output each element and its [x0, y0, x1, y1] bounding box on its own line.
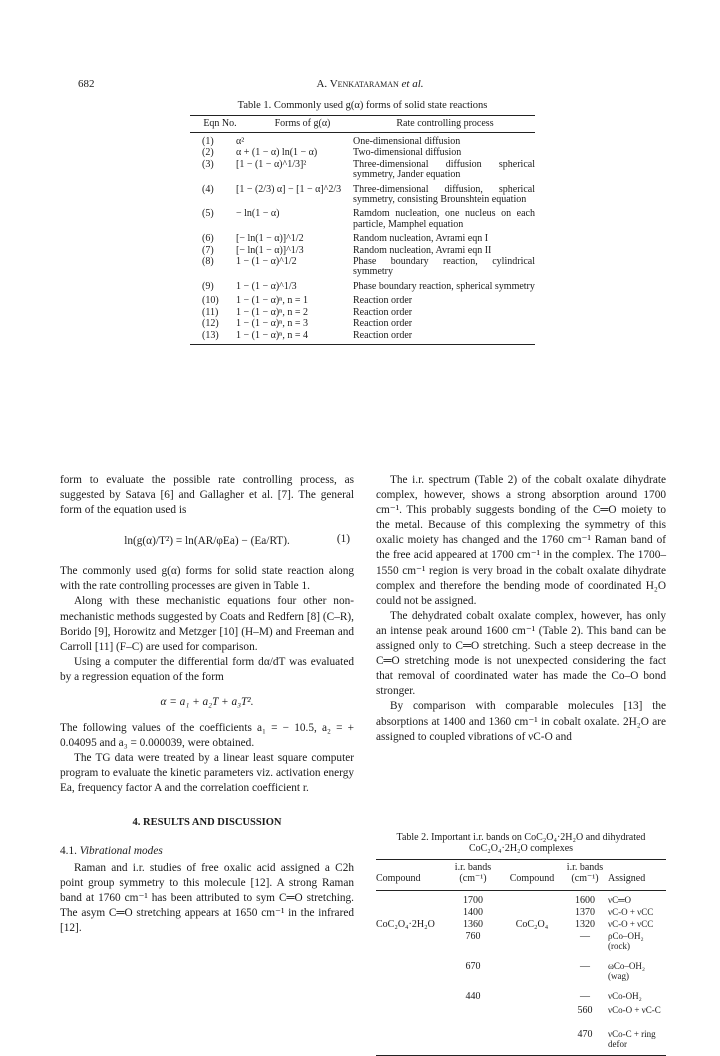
- table-row: [190, 296, 535, 306]
- eqn-number: (4): [202, 183, 214, 195]
- rate-process: Phase boundary reaction, cylindrical symmetry: [353, 256, 535, 278]
- eqn-number: (12): [202, 318, 219, 330]
- equation-2: α = a₁ + a₂T + a₃T².: [160, 696, 254, 709]
- subsection-heading: [60, 844, 354, 859]
- paragraph: Raman and i.r. studies of free oxalic acid assigned a C2h point group symmetry to this molecule [12]. A strong Raman band at 1760 cm⁻¹ has been attributed to sym C═O stretching. The asym C═O stretching appears at 1650 cm⁻¹ in the infrared [12].: [60, 861, 354, 935]
- table-row: [190, 319, 535, 329]
- eqn-number: (6): [202, 233, 214, 245]
- g-alpha-form: 1 − (1 − α)^1/3: [236, 280, 297, 292]
- paragraph: By comparison with comparable molecules [13] the absorptions at 1400 and 1360 cm⁻¹ in cobalt oxalate. 2H₂O are assigned to coupled vibrations of νC-O and: [376, 700, 666, 743]
- table-row: 1400 1370 νC-O + νCC: [463, 907, 654, 918]
- g-alpha-form: [− ln(1 − α)]^1/3: [236, 244, 304, 256]
- eqn-number: (2): [202, 147, 214, 159]
- compound-2: CoC₂O₄: [515, 919, 549, 930]
- rate-process: Random nucleation, Avrami eqn I: [353, 233, 489, 245]
- table-1-body: [190, 133, 535, 345]
- table-row: 470 νCo-C + ring defor: [577, 1029, 656, 1049]
- table-row: [190, 331, 535, 341]
- table-2: [376, 832, 666, 1056]
- section-heading: 4. RESULTS AND DISCUSSION: [132, 816, 282, 828]
- g-alpha-form: 1 − (1 − α)ⁿ, n = 3: [236, 318, 308, 330]
- g-alpha-form: − ln(1 − α): [236, 208, 280, 220]
- rate-process: Ramdom nucleation, one nucleus on each particle, Mamphel equation: [353, 208, 535, 230]
- running-author: A. Venkataraman: [316, 78, 399, 90]
- right-column: [376, 473, 666, 745]
- page-number: 682: [78, 78, 95, 90]
- eqn-number: (5): [202, 208, 214, 220]
- eqn-number: (10): [202, 295, 219, 307]
- subsection-title: Vibrational modes: [79, 844, 163, 857]
- rate-process: Reaction order: [353, 329, 413, 341]
- table-row: [190, 137, 535, 147]
- paragraph: Using a computer the differential form dα/dT was evaluated by a regression equation of the form: [60, 655, 354, 683]
- equation-1-body: ln(g(α)/T²) = ln(AR/φEa) − (Ea/RT).: [124, 534, 290, 547]
- equation-1-number: (1): [336, 533, 350, 546]
- eqn-number: (8): [202, 256, 214, 268]
- g-alpha-form: 1 − (1 − α)ⁿ, n = 1: [236, 295, 308, 307]
- table-row: 1700 1600 νC═O: [463, 895, 631, 906]
- header-assigned: Assigned: [608, 873, 646, 884]
- g-alpha-form: α + (1 − α) ln(1 − α): [236, 147, 318, 159]
- header-unit-2: (cm⁻¹): [571, 873, 599, 884]
- table-row: 1360 1320 νC-O + νCC: [463, 919, 654, 930]
- eqn-number: (13): [202, 329, 219, 341]
- table-1-caption: Table 1. Commonly used g(α) forms of solid state reactions: [237, 100, 488, 111]
- table-1-header: [190, 116, 535, 133]
- rate-process: One-dimensional diffusion: [353, 136, 461, 147]
- paragraph: The commonly used g(α) forms for solid state reaction along with the rate controlling processes are given in Table 1.: [60, 565, 354, 593]
- table-1-header-process: Rate controlling process: [396, 118, 494, 129]
- table-2-caption: Table 2. Important i.r. bands on CoC₂O₄·2H₂O and dihydrated CoC₂O₄·2H₂O complexes: [396, 832, 646, 854]
- table-row: [190, 282, 535, 292]
- rate-process: Reaction order: [353, 295, 413, 307]
- eqn-number: (3): [202, 158, 214, 170]
- table-row: 560 νCo-O + νC-C: [577, 1005, 661, 1016]
- compound-1: CoC₂O₄·2H₂O: [376, 919, 435, 930]
- rate-process: Phase boundary reaction, spherical symmetry: [353, 280, 535, 292]
- running-title: [78, 78, 662, 90]
- equation-1: [60, 518, 354, 564]
- g-alpha-form: 1 − (1 − α)ⁿ, n = 2: [236, 306, 308, 318]
- rate-process: Reaction order: [353, 318, 413, 330]
- table-row: 760 — ρCo–OH₂ (rock): [465, 931, 644, 951]
- table-row: 440 — νCo-OH₂: [465, 991, 642, 1002]
- rate-process: Reaction order: [353, 306, 413, 318]
- table-2-header: [376, 859, 666, 891]
- g-alpha-form: α²: [236, 136, 245, 147]
- left-column: [60, 473, 354, 936]
- g-alpha-form: 1 − (1 − α)ⁿ, n = 4: [236, 329, 308, 341]
- table-1-header-eqn: Eqn No.: [203, 118, 237, 129]
- running-etal: et al.: [401, 78, 424, 90]
- table-1: [190, 100, 535, 345]
- header-unit: (cm⁻¹): [459, 873, 487, 884]
- paragraph: The TG data were treated by a linear least square computer program to evaluate the kinetic parameters viz. activation energy Ea, frequency factor A and the correlation coefficient r.: [60, 752, 354, 795]
- subsection-number: 4.1.: [60, 844, 77, 857]
- table-row: [190, 209, 535, 230]
- header-ir-bands: i.r. bands: [454, 862, 492, 873]
- paragraph: form to evaluate the possible rate controlling process, as suggested by Satava [6] and Gallagher et al. [7]. The general form of the equation used is: [60, 474, 354, 517]
- g-alpha-form: [− ln(1 − α)]^1/2: [236, 233, 304, 245]
- table-row: [190, 185, 535, 206]
- paragraph: The following values of the coefficients a₁ = − 10.5, a₂ = + 0.04095 and a₃ = 0.000039, were obtained.: [60, 722, 354, 750]
- paragraph: The dehydrated cobalt oxalate complex, however, has only an intense peak around 1600 cm⁻¹ (Table 2). This band can be assigned only to C═O stretching. Such a steep decrease in the C═O stretching mode is not unexpected considering the fact that removal of coordinated water has made the Co–O bond stronger.: [376, 609, 666, 698]
- table-row: [190, 257, 535, 278]
- rate-process: Random nucleation, Avrami eqn II: [353, 244, 492, 256]
- table-2-body: [376, 891, 666, 1056]
- table-row: [190, 246, 535, 256]
- eqn-number: (7): [202, 244, 214, 256]
- rate-process: Three-dimensional diffusion, spherical symmetry, consisting Brounshtein equation: [353, 183, 535, 206]
- rate-process: Three-dimensional diffusion spherical symmetry, Jander equation: [353, 158, 535, 181]
- table-row: [190, 308, 535, 318]
- eqn-number: (9): [202, 280, 214, 292]
- header-ir-bands-2: i.r. bands: [566, 862, 604, 873]
- table-row: [190, 234, 535, 244]
- paragraph: Along with these mechanistic equations four other non-mechanistic methods suggested by Coats and Redfern [8] (C–R), Borido [9], Horowitz and Metzger [10] (H–M) and Freeman and Carroll [11] (F–C) are used for comparison.: [60, 595, 354, 653]
- rate-process: Two-dimensional diffusion: [353, 147, 462, 159]
- eqn-number: (11): [202, 306, 219, 318]
- table-row: [190, 160, 535, 181]
- header-compound: Compound: [376, 873, 421, 884]
- table-row: 670 — ωCo–OH₂ (wag): [465, 961, 646, 981]
- running-header: [78, 78, 662, 94]
- paragraph: The i.r. spectrum (Table 2) of the cobalt oxalate dihydrate complex, however, shows a strong absorption around 1700 cm⁻¹. This probably suggests bonding of the C═O moiety to the metal. Because of this complexing the symmetry of this oxalic moiety has changed and the 1760 cm⁻¹ Raman band of the free acid appeared at 1700 cm⁻¹ in the complex. The 1700–1550 cm⁻¹ region is very broad in the cobalt oxalate dihydrate complex and therefore the bending mode of coordinated H₂O could not be assigned.: [376, 474, 666, 607]
- g-alpha-form: [1 − (1 − α)^1/3]²: [236, 158, 307, 170]
- g-alpha-form: 1 − (1 − α)^1/2: [236, 256, 297, 268]
- table-row: [190, 148, 535, 158]
- g-alpha-form: [1 − (2/3) α] − [1 − α]^2/3: [236, 183, 342, 195]
- header-compound-2: Compound: [509, 873, 555, 884]
- table-1-header-forms: Forms of g(α): [274, 118, 331, 129]
- eqn-number: (1): [202, 136, 214, 147]
